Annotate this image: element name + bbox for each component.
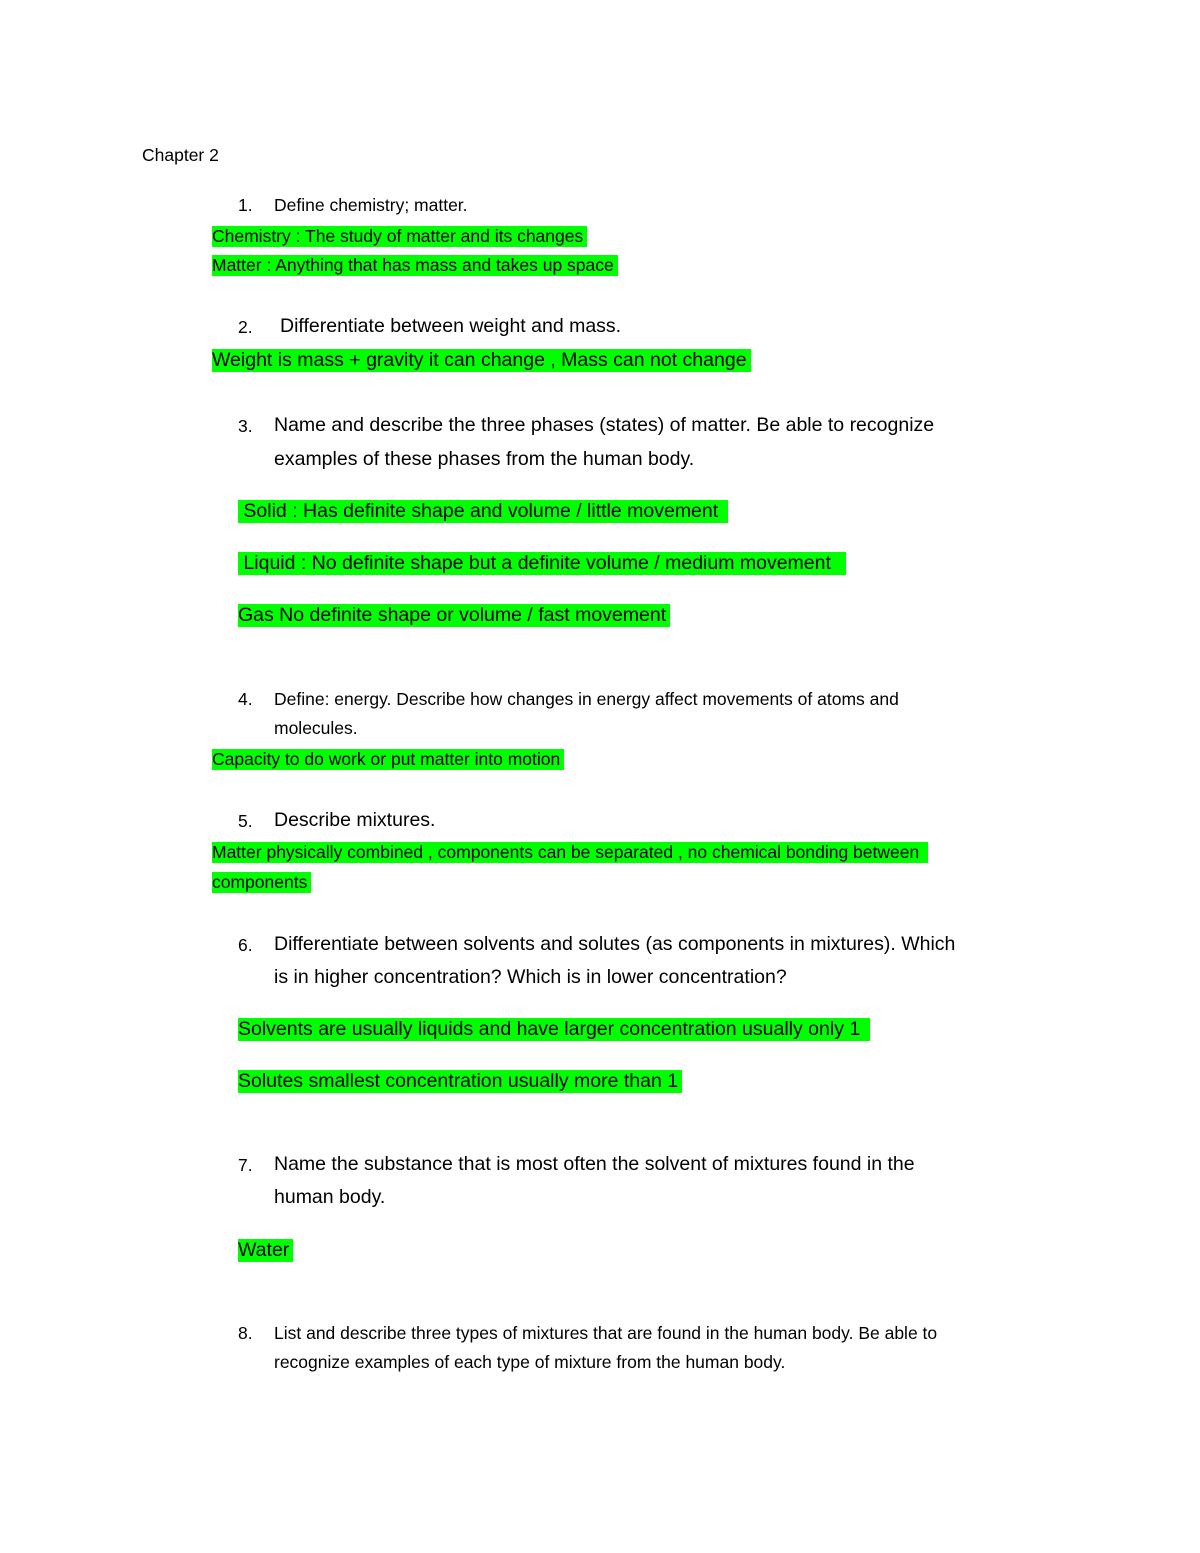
answer-highlight: Solid : Has definite shape and volume / little movement [238,500,728,523]
answer-highlight: Chemistry : The study of matter and its changes [212,226,587,247]
chapter-heading: Chapter 2 [142,145,219,165]
question-text: recognize examples of each type of mixture from the human body. [274,1352,786,1372]
answer-highlight: Gas No definite shape or volume / fast movement [238,604,670,627]
question-number: 7. [238,1155,253,1175]
answer-highlight: Solvents are usually liquids and have larger concentration usually only 1 [238,1018,870,1041]
answer-highlight: Matter : Anything that has mass and takes up space [212,255,618,276]
question-text: examples of these phases from the human body. [274,448,695,470]
question-number: 5. [238,811,253,831]
answer-highlight: Weight is mass + gravity it can change , Mass can not change [212,349,751,372]
question-number: 3. [238,416,253,436]
answer-highlight: components [212,872,311,893]
question-text: Describe mixtures. [274,809,436,831]
question-text: Name the substance that is most often the solvent of mixtures found in the [274,1153,915,1175]
question-number: 2. [238,317,253,337]
question-text: Name and describe the three phases (states) of matter. Be able to recognize [274,414,935,436]
question-number: 8. [238,1323,253,1343]
answer-highlight: Matter physically combined , components can be separated , no chemical bonding between [212,842,928,863]
question-text: molecules. [274,718,358,738]
answer-highlight: Liquid : No definite shape but a definite volume / medium movement [238,552,846,575]
question-number: 6. [238,935,253,955]
question-text: Differentiate between solvents and solutes (as components in mixtures). Which [274,933,956,955]
question-text: is in higher concentration? Which is in lower concentration? [274,966,787,988]
answer-highlight: Solutes smallest concentration usually more than 1 [238,1070,682,1093]
answer-highlight: Water [238,1239,293,1262]
question-text: Define: energy. Describe how changes in energy affect movements of atoms and [274,689,899,709]
question-number: 1. [238,195,253,215]
question-text: Define chemistry; matter. [274,195,468,215]
question-text: List and describe three types of mixtures that are found in the human body. Be able to [274,1323,938,1343]
question-text: human body. [274,1186,386,1208]
answer-highlight: Capacity to do work or put matter into motion [212,749,564,770]
question-text: Differentiate between weight and mass. [280,315,622,337]
question-number: 4. [238,689,253,709]
